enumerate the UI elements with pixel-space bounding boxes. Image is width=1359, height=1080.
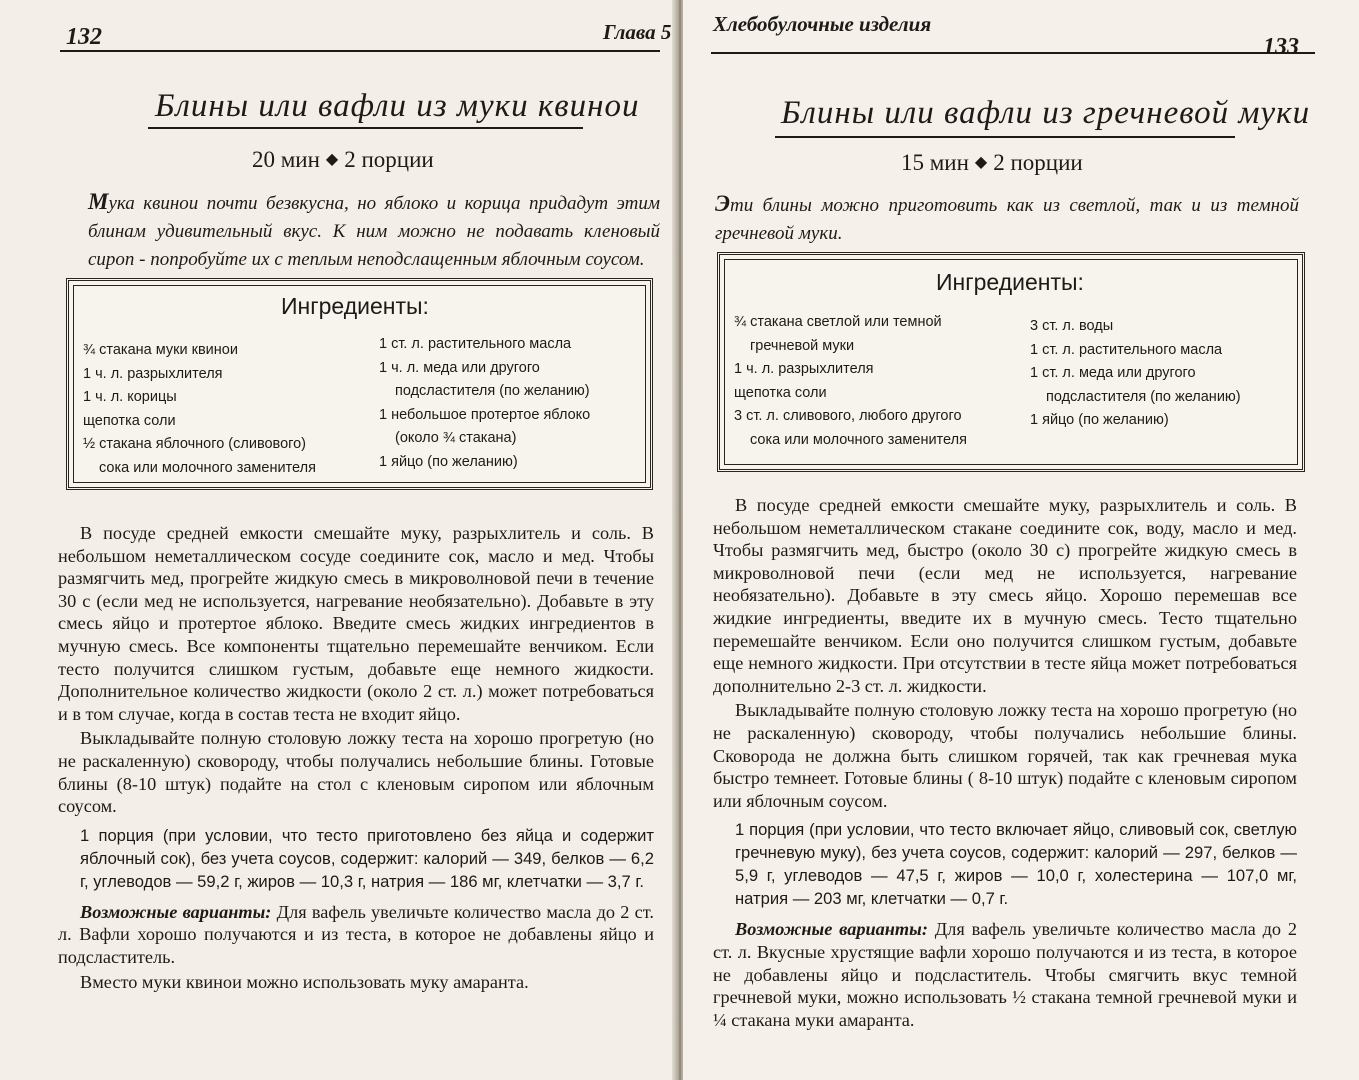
ingredient-item: ½ стакана яблочного (сливового) [83, 436, 307, 452]
variants-label: Возможные варианты: [735, 919, 928, 940]
servings: 2 порции [344, 147, 434, 172]
prep-time: 20 мин [252, 147, 320, 172]
ingredient-item: 1 ч. л. разрыхлителя [83, 365, 223, 382]
ingredient-item: 1 ст. л. меда или другого [1030, 365, 1196, 381]
intro-text: ти блины можно приготовить как из светлой, так и из темной гречневой муки. [715, 195, 1299, 244]
ingredient-item: ¾ стакана муки квинои [83, 342, 238, 358]
recipe-title: Блины или вафли из гречневой муки [781, 95, 1311, 131]
ingredients-column-1 [83, 339, 373, 480]
prep-time: 15 мин [901, 150, 969, 175]
ingredient-item: 1 яйцо (по желанию) [379, 453, 518, 470]
ingredients-box [66, 278, 653, 490]
variants-paragraph [713, 918, 1297, 1031]
ingredient-item: 1 ч. л. корицы [83, 389, 177, 405]
variants-text: Для вафель увеличьте количество масла до 2 ст. л. Вафли хорошо получаются и из теста, в которое не добавлены яйцо и подсластитель. [58, 901, 654, 967]
title-underline [775, 136, 1235, 138]
running-head: Глава 5 [603, 20, 672, 44]
servings: 2 порции [993, 150, 1083, 175]
ingredient-item: щепотка соли [734, 384, 827, 401]
ingredient-item: щепотка соли [83, 412, 176, 429]
final-paragraph: Вместо муки квинои можно использовать муку амаранта. [80, 971, 529, 992]
ingredients-title: Ингредиенты: [936, 269, 1084, 295]
ingredient-item: 1 небольшое протертое яблоко [379, 406, 591, 423]
header-rule [711, 52, 1315, 54]
nutrition-info: 1 порция (при условии, что тесто включает яйцо, сливовый сок, светлую гречневую муку), без учета соусов, содержит: калорий — 297, белков — 5,9 г, углеводов — 47,5 г, жиров — 10,0 г, холестерина — 107,0 мг, натрия — 203 мг, клетчатки — 0,7 г. [735, 820, 1297, 909]
ingredient-item: 3 ст. л. сливового, любого другого [734, 408, 962, 424]
ingredients-column-1 [734, 311, 1024, 452]
ingredient-item: 1 ст. л. растительного масла [1030, 341, 1223, 358]
instructions-paragraph: Выкладывайте полную столовую ложку теста на хорошо прогретую (но не раскаленную) сковороду, чтобы получались небольшие блины. Готовые блины (8-10 штук) подайте на стол с кленовым сиропом или яблочным соусом. [58, 728, 654, 817]
ingredient-item: 1 ст. л. растительного масла [379, 336, 572, 352]
nutrition-info: 1 порция (при условии, что тесто приготовлено без яйца и содержит яблочный сок), без учета соусов, содержит: калорий — 349, белков — 6,2 г, углеводов — 59,2 г, жиров — 10,3 г, натрия — 186 мг, клетчатки — 3,7 г. [80, 825, 654, 891]
header-rule [60, 50, 660, 52]
recipe-title: Блины или вафли из муки квинои [155, 88, 640, 124]
right-page [683, 0, 1359, 1080]
instructions-paragraph: Выкладывайте полную столовую ложку теста на хорошо прогретую (но не раскаленную) сковороду, чтобы получались небольшие блины. Сковорода не должна быть слишком горячей, так как гречневая мука быстро темнеет. Готовые блины ( 8-10 штук) подайте с кленовым сиропом или яблочным соусом. [713, 700, 1297, 811]
variants-label: Возможные варианты: [80, 901, 272, 922]
intro-text: ука квинои почти безвкусна, но яблоко и корица придадут этим блинам удивительный вкус. К ним можно не подавать кленовый сироп - попробуйте их с теплым неподслащенным яблочным соусом. [88, 193, 660, 270]
recipe-body [713, 494, 1297, 1033]
ingredient-item: 1 ч. л. разрыхлителя [734, 361, 874, 377]
recipe-intro [715, 190, 1299, 248]
intro-dropcap: Э [715, 191, 730, 216]
running-head: Хлебобулочные изделия [713, 12, 932, 36]
recipe-body [58, 522, 654, 995]
ingredients-column-2 [1030, 315, 1295, 433]
diamond-icon: ◆ [974, 154, 988, 171]
title-underline [148, 127, 583, 129]
ingredients-box [717, 252, 1305, 472]
ingredient-item: подсластителя (по желанию) [395, 383, 590, 399]
ingredient-item: 3 ст. л. воды [1030, 318, 1114, 334]
diamond-icon: ◆ [325, 151, 339, 168]
ingredient-item: гречневой муки [750, 337, 855, 354]
recipe-meta [252, 147, 434, 173]
variants-text: Для вафель увеличьте количество масла до 2 ст. л. Вкусные хрустящие вафли хорошо получаются и из теста, в которое не добавлены яйцо и подсластитель. Чтобы смягчить вкус темной гречневой муки, можно использовать ½ стакана темной гречневой муки и ¼ стакана муки амаранта. [713, 919, 1297, 1030]
ingredient-item: сока или молочного заменителя [750, 431, 967, 448]
recipe-intro [88, 188, 660, 274]
ingredients-column-2 [379, 333, 644, 474]
ingredient-item: ¾ стакана светлой или темной [734, 314, 942, 330]
instructions-paragraph: В посуде средней емкости смешайте муку, разрыхлитель и соль. В небольшом неметаллическом стакане соедините сок, воду, масло и мед. Чтобы размягчить мед, быстро (около 30 с) прогрейте жидкую смесь в микроволновой печи (если мед не используется, нагревание необязательно). Добавьте в эту смесь яйцо. Хорошо перемешав все жидкие ингредиенты, введите их в мучную смесь. Тесто тщательно перемешайте венчиком. Если оно получится слишком густым, добавьте еще немного жидкости. При отсутствии в тесте яйца может потребоваться дополнительно 2-3 ст. л. жидкости. [713, 495, 1297, 696]
ingredient-item: сока или молочного заменителя [99, 459, 316, 476]
ingredients-title: Ингредиенты: [281, 293, 429, 319]
intro-dropcap: М [88, 189, 109, 214]
ingredient-item: 1 яйцо (по желанию) [1030, 412, 1169, 428]
recipe-meta [901, 150, 1083, 176]
instructions-paragraph: В посуде средней емкости смешайте муку, разрыхлитель и соль. В небольшом неметаллическом сосуде соедините сок, масло и мед. Чтобы размягчить мед, прогрейте жидкую смесь в микроволновой печи в течение 30 с (если мед не используется, нагревание необязательно). Добавьте в эту смесь яйцо и протертое яблоко. Введите смесь жидких ингредиентов в мучную смесь. Все компоненты тщательно перемешайте венчиком. Если тесто получится слишком густым, добавьте еще немного жидкости. Дополнительное количество жидкости (около 2 ст. л.) может потребоваться и в том случае, когда в состав теста не входит яйцо. [58, 523, 654, 724]
variants-paragraph [58, 901, 654, 969]
page-number: 132 [66, 24, 102, 50]
ingredient-item: 1 ч. л. меда или другого [379, 359, 540, 376]
left-page [0, 0, 678, 1080]
page-number: 133 [1263, 34, 1299, 60]
ingredient-item: подсластителя (по желанию) [1046, 388, 1241, 405]
ingredient-item: (около ¾ стакана) [395, 430, 517, 446]
